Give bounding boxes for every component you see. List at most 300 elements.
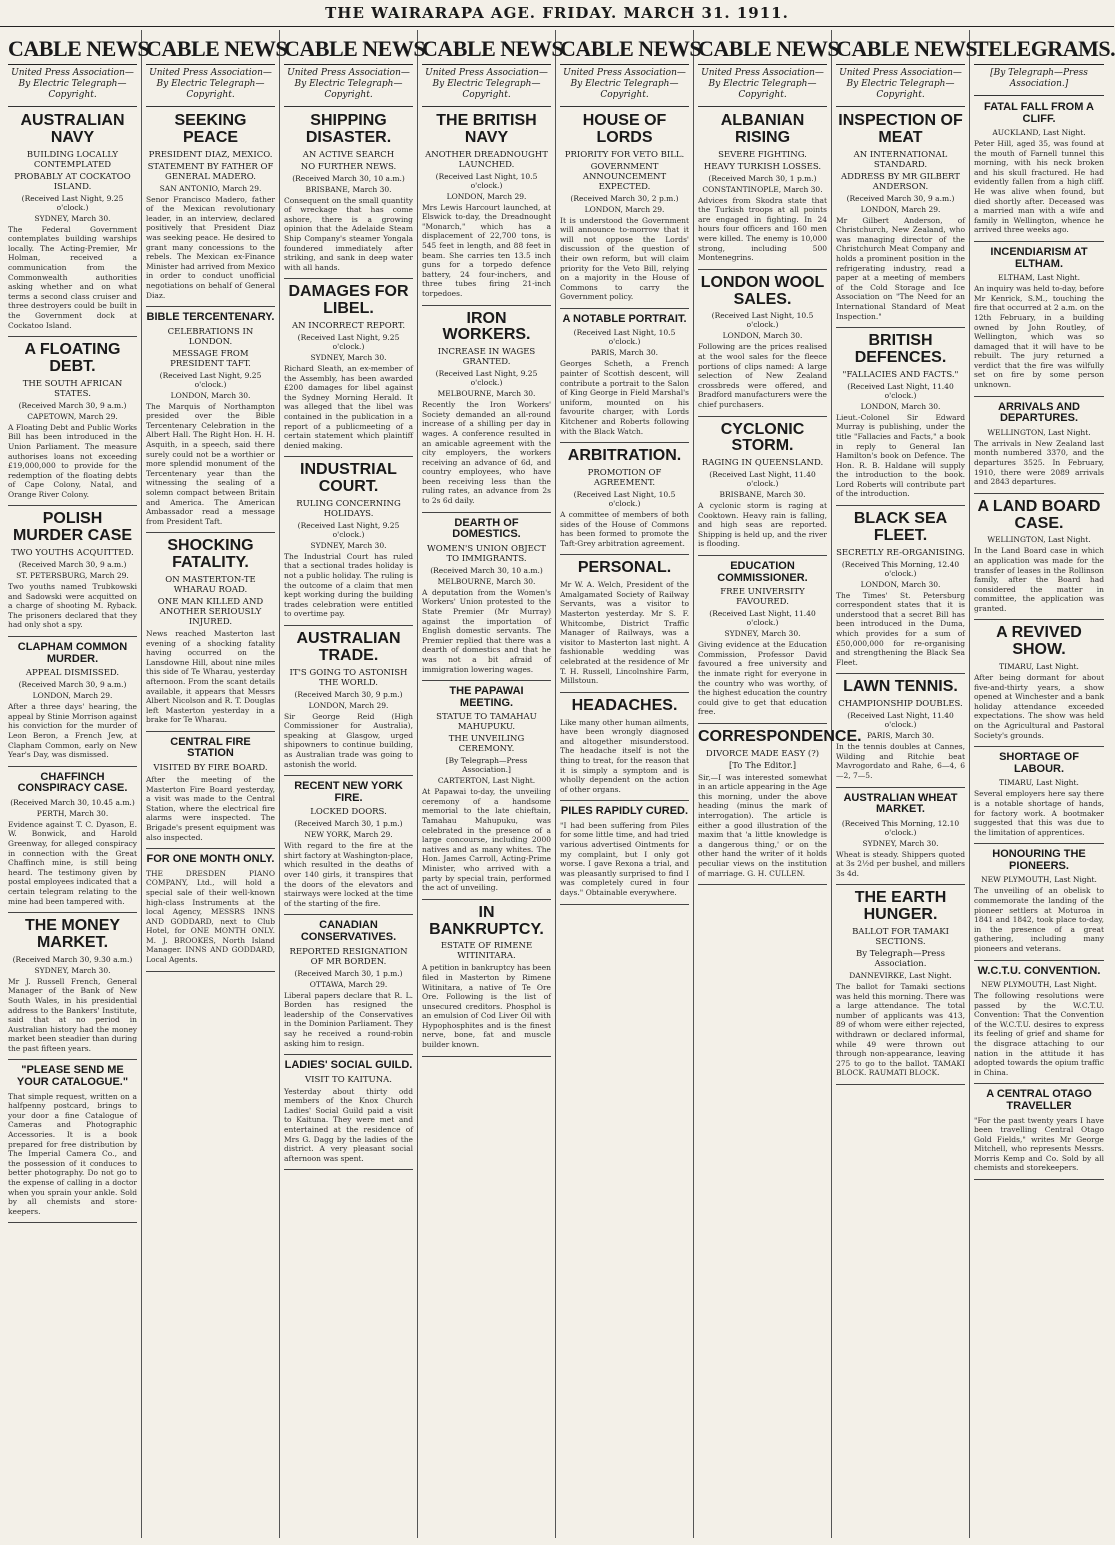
article-body: Yesterday about thirty odd members of the Knox Church Ladies' Social Guild paid a visit to Kaituna. They were met and entertained at the residence of Mrs G. Dagg by the ladies of the district. A very pleasant social afternoon was spent. — [284, 1086, 413, 1163]
article-dateline: BRISBANE, March 30. — [305, 184, 392, 194]
article-headline: AUSTRALIAN WHEAT MARKET. — [843, 791, 958, 816]
article-headline: POLISH MURDER CASE — [12, 510, 133, 545]
article-headline: W.C.T.U. CONVENTION. — [977, 964, 1101, 977]
article — [698, 422, 827, 550]
article — [284, 631, 413, 769]
article-dateline: MELBOURNE, March 30. — [437, 389, 536, 399]
article-subheading: ANOTHER DREADNOUGHT LAUNCHED. — [425, 149, 548, 170]
story-divider — [422, 899, 551, 900]
article-dateline: PARIS, March 30. — [866, 731, 935, 741]
article-subheading: PROBABLY AT COCKATOO ISLAND. — [14, 171, 131, 192]
article — [146, 538, 275, 725]
article — [8, 342, 137, 499]
received-note: (Received Last Night, 9.25 o'clock.) — [21, 193, 124, 212]
article-body: Following are the prices realised at the wool sales for the fleece portions of clips named: A large selection of New Zealand crossbreds were offered, and Bradford manufacturers were the chief purchasers. — [698, 342, 827, 409]
article-body: THE DRESDEN PIANO COMPANY, Ltd., will hold a special sale of their well-known high-class Instruments at the local Agency, MESSRS INNS AND GODDARD, next to Club Hotel, for ONE MONTH ONLY. M. J. BROOKES, North Island Manager. INNS AND GODDARD, Local Agents. — [146, 868, 275, 965]
article-subheading: DIVORCE MADE EASY (?) — [705, 748, 820, 759]
article-headline: AUSTRALIAN NAVY — [20, 112, 125, 146]
article-body: Liberal papers declare that R. L. Borden has resigned the leadership of the Conservatives in the Dominion Parliament. They say he received a round-robin asking him to resign. — [284, 990, 413, 1048]
article-subheading: RAGING IN QUEENSLAND. — [701, 458, 824, 469]
article-dateline: NEW PLYMOUTH, Last Night. — [981, 875, 1097, 885]
story-divider — [146, 532, 275, 533]
article-dateline: CAPETOWN, March 29. — [27, 411, 118, 421]
article-subheading: VISIT TO KAITUNA. — [304, 1074, 392, 1085]
article-body: The following resolutions were passed by the W.C.T.U. Convention: That the Convention of the W.C.T.U. desires to express its feeling of grief and shame for the disgrace attaching to our nation in the attitude it has adopted towards the opium traffic in China. — [974, 991, 1104, 1077]
article-body: Georges Scheth, a French painter of Scottish descent, will contribute a portrait to the Salon of King George in Field Marshal's uniform, mounted on his favourite charger, with Lords Kitchener and Roberts following with the Black Watch. — [560, 359, 689, 436]
story-divider — [8, 336, 137, 337]
article-subheading: REPORTED RESIGNATION OF MR BORDEN. — [289, 946, 408, 967]
article-headline: THE EARTH HUNGER. — [854, 889, 947, 924]
article-dateline: LONDON, March 30. — [860, 401, 941, 411]
story-divider — [560, 554, 689, 555]
article-subheading: AN INCORRECT REPORT. — [291, 320, 406, 331]
article-dateline: DANNEVIRKE, Last Night. — [849, 971, 952, 981]
article-subheading: PROMOTION OF AGREEMENT. — [587, 468, 662, 489]
story-divider — [422, 512, 551, 513]
column-byline: United Press Association—By Electric Telegraph—Copyright. — [284, 65, 413, 107]
article — [560, 314, 689, 436]
article-dateline: LONDON, March 29. — [584, 204, 665, 214]
article-dateline: CONSTANTINOPLE, March 30. — [702, 184, 823, 194]
article-body: Mr Gilbert Anderson, of Christchurch, New Zealand, who was managing director of the Christchurch Meat Company and holds a prominent position in the refrigerating industry, read a paper at a meeting of members of the Cold Storage and Ice Association on "The Need for an International Standard of Meat Inspection." — [836, 215, 965, 321]
article-body: Recently the Iron Workers' Society demanded an all-round increase of a shilling per day in wages. A conference resulted in an amicable agreement with the city employers, the workers receiving an advance of 6d, and country employees, who have been receiving less than the ruling rates, an advance from 2s to 2s 6d daily. — [422, 400, 551, 506]
news-column — [142, 30, 288, 1538]
article-dateline: LONDON, March 30. — [170, 390, 251, 400]
article-headline: A NOTABLE PORTRAIT. — [562, 312, 687, 325]
article-headline: ARBITRATION. — [567, 447, 682, 465]
column-heading: CABLE NEWS — [284, 30, 413, 65]
article — [974, 849, 1104, 953]
article — [146, 737, 275, 842]
article-headline: "PLEASE SEND ME YOUR CATALOGUE." — [16, 1064, 129, 1089]
story-divider — [422, 680, 551, 681]
article-headline: ARRIVALS AND DEPARTURES. — [998, 400, 1080, 425]
story-divider — [698, 269, 827, 270]
story-divider — [560, 692, 689, 693]
article-headline: CYCLONIC STORM. — [720, 420, 805, 455]
article-subheading: WOMEN'S UNION OBJECT TO IMMIGRANTS. — [427, 543, 546, 564]
story-divider — [836, 884, 965, 885]
received-note: (Received March 30, 1 p.m.) — [294, 968, 403, 978]
story-divider — [698, 884, 827, 885]
article-body: The Federal Government contemplates building warships locally. The Acting-Premier, Mr Holman, received a communication from the Commonwealth authorities asking whether and on what terms a second class cruiser and three destroyers could be built in the Government dock at Cockatoo Island. — [8, 224, 137, 330]
story-divider — [698, 555, 827, 556]
story-divider — [974, 619, 1104, 620]
article-subheading: AN INTERNATIONAL STANDARD. — [853, 149, 948, 170]
article — [974, 1089, 1104, 1173]
article — [836, 113, 965, 321]
article — [698, 113, 827, 263]
article — [146, 854, 275, 964]
article-subheading: By Telegraph—Press Association. — [855, 949, 946, 970]
article — [422, 113, 551, 299]
article-headline: LAWN TENNIS. — [843, 678, 958, 696]
article-headline: CLAPHAM COMMON MURDER. — [17, 641, 128, 665]
story-divider — [284, 278, 413, 279]
article-headline: A FLOATING DEBT. — [24, 341, 121, 375]
article-subheading: THE SOUTH AFRICAN STATES. — [22, 378, 123, 399]
article — [422, 311, 551, 506]
article-headline: A REVIVED SHOW. — [996, 624, 1082, 659]
article-dateline: LONDON, March 30. — [860, 579, 941, 589]
article-body: Giving evidence at the Education Commission, Professor David favoured a free university and the inmate right for everyone in the country who was worthy, of the highest education the country could give to get that education free. — [698, 640, 827, 717]
article-dateline: AUCKLAND, Last Night. — [992, 128, 1086, 138]
column-byline: United Press Association—By Electric Telegraph—Copyright. — [698, 65, 827, 107]
article-body: "For the past twenty years I have been travelling Central Otago Gold Fields," writes Mr George Mitchell, who represents Messrs. Morris Kemp and Co. Sold by all chemists and storekeepers. — [974, 1115, 1104, 1173]
received-note: (Received March 30, 10 a.m.) — [292, 173, 405, 183]
article-dateline: MELBOURNE, March 30. — [437, 576, 536, 586]
article-headline: A CENTRAL OTAGO TRAVELLER — [986, 1088, 1092, 1112]
received-note: (Received March 30, 10 a.m.) — [430, 565, 543, 575]
received-note: (Received Last Night, 10.5 o'clock.) — [573, 490, 676, 509]
article-body: Two youths named Trubkowski and Sadowski were acquitted on a charge of shooting M. Ryback. The prisoners declared that they had only shot a spy. — [8, 582, 137, 630]
article — [560, 448, 689, 548]
article — [8, 511, 137, 630]
article-dateline: PARIS, March 30. — [590, 348, 659, 358]
article-headline: THE BRITISH NAVY — [436, 112, 537, 146]
received-note: (Received March 30, 1 p.m.) — [294, 819, 403, 829]
story-divider — [836, 505, 965, 506]
column-heading: CABLE NEWS — [698, 30, 827, 65]
article-subheading: [To The Editor.] — [728, 760, 797, 771]
story-divider — [698, 723, 827, 724]
received-note: (Received March 30, 9 a.m.) — [18, 560, 127, 570]
story-divider — [974, 1083, 1104, 1084]
article-body: Evidence against T. C. Dyason, E. W. Bonwick, and Harold Greenway, for alleged conspiracy in connection with the Great Chaffinch mine, is still being heard. The testimony given by postal employees indicated that a certain telegram relating to the mine had been tampered with. — [8, 819, 137, 906]
story-divider — [8, 1059, 137, 1060]
received-note: (Received March 30, 9 a.m.) — [18, 680, 127, 690]
article-headline: HEADACHES. — [571, 696, 678, 714]
masthead: THE WAIRARAPA AGE. FRIDAY. MARCH 31. 1911. — [0, 4, 1114, 27]
article-dateline: ELTHAM, Last Night. — [998, 273, 1080, 283]
article-headline: BIBLE TERCENTENARY. — [146, 311, 275, 324]
column-heading: CABLE NEWS — [8, 30, 137, 65]
article — [8, 918, 137, 1053]
article-dateline: SYDNEY, March 30. — [724, 629, 801, 639]
column-byline: United Press Association—By Electric Telegraph—Copyright. — [422, 65, 551, 107]
article-body: Consequent on the small quantity of wreckage that has come ashore, there is a growing opinion that the Adelaide Steam Ship Company's steamer Yongala foundered immediately after striking, and sank in deep water with all hands. — [284, 195, 413, 272]
article-dateline: SYDNEY, March 30. — [862, 838, 939, 848]
received-note: (Received March 30, 9.30 a.m.) — [12, 954, 133, 964]
article — [974, 752, 1104, 837]
story-divider — [8, 505, 137, 506]
news-column — [832, 30, 978, 1538]
article-headline: SHIPPING DISASTER. — [305, 112, 392, 146]
article — [836, 679, 965, 780]
article — [284, 113, 413, 272]
article — [560, 560, 689, 685]
article-body: At Papawai to-day, the unveiling ceremony of a handsome memorial to the late chieftain, Tamahau Mahupuku, was celebrated in the presence of a large concourse, including 2000 natives and as many whites. The Hon. James Carroll, Acting-Prime Minister, who arrived with a party by special train, performed the act of unveiling. — [422, 787, 551, 893]
article-headline: DAMAGES FOR LIBEL. — [288, 283, 409, 318]
article-body: Advices from Skodra state that the Turkish troops at all points are engaged in fighting. In 24 hours four officers and 160 men were killed. The enemy is 10,000 strong, including 500 Montenegrins. — [698, 195, 827, 263]
article-subheading: AN ACTIVE SEARCH — [302, 149, 395, 160]
article — [974, 966, 1104, 1078]
article — [8, 642, 137, 760]
article — [284, 920, 413, 1048]
story-divider — [284, 456, 413, 457]
article — [284, 781, 413, 908]
article-subheading: HEAVY TURKISH LOSSES. — [703, 161, 822, 172]
article-body: "I had been suffering from Piles for some little time, and had tried various advertised Ointments for my complaint, but I only got worse. I gave Rexona a trial, and was pleasantly surprised to find I was completely cured in four days." Obtainable everywhere. — [560, 820, 689, 897]
received-note: (Received Last Night, 11.40 o'clock.) — [847, 381, 954, 400]
article-body: After the meeting of the Masterton Fire Board yesterday, a visit was made to the Central Station, where the electrical fire alarms were inspected. The Brigade's present equipment was also inspected. — [146, 775, 275, 842]
article — [284, 284, 413, 450]
article-dateline: WELLINGTON, Last Night. — [987, 535, 1091, 545]
article-subheading: INCREASE IN WAGES GRANTED. — [437, 347, 536, 368]
article-subheading: FREE UNIVERSITY FAVOURED. — [720, 587, 805, 608]
article-subheading: "FALLACIES AND FACTS." — [842, 369, 959, 380]
story-divider — [8, 1222, 137, 1223]
news-column — [418, 30, 564, 1538]
story-divider — [284, 914, 413, 915]
article-headline: BLACK SEA FLEET. — [853, 510, 948, 544]
article-body: After being dormant for about five-and-thirty years, a show opened at Winchester and a bank holiday attendance exceeded expectations. The show was held on the Agricultural and Pastoral Society's grounds. — [974, 673, 1104, 740]
article-dateline: LONDON, March 29. — [308, 700, 389, 710]
article-body: With regard to the fire at the shirt factory at Washington-place, which resulted in the deaths of over 140 girls, it transpires that the doors of the elevators and stairways were locked at the time of the starting of the fire. — [284, 841, 413, 908]
article-headline: IRON WORKERS. — [442, 309, 531, 344]
received-note: (Received Last Night, 9.25 o'clock.) — [297, 520, 400, 539]
article — [698, 727, 862, 878]
article-body: A deputation from the Women's Workers' Union protested to the State Premier (Mr Murray) against the importation of English domestic servants. The Premier replied that there was a dearth of domestics and that he was not a bit afraid of immigration lowering wages. — [422, 587, 551, 674]
article-dateline: CARTERTON, Last Night. — [437, 776, 536, 786]
story-divider — [146, 848, 275, 849]
article-dateline: SYDNEY, March 30. — [34, 965, 111, 975]
story-divider — [422, 1056, 551, 1057]
article-body: The ballot for Tamaki sections was held this morning. There was a large attendance. The total number of applicants was 413, 89 of whom were either rejected, withdrawn or declared informal, while 49 were thrown out through non-appearance, leaving 275 to go to the ballot. TAMAKI BLOCK. RAUMATI BLOCK. — [836, 982, 965, 1078]
received-note: (Received Last Night, 9.25 o'clock.) — [435, 369, 538, 388]
received-note: [By Telegraph—Press Association.] — [445, 756, 528, 775]
column-heading: TELEGRAMS. — [974, 30, 1104, 65]
story-divider — [422, 305, 551, 306]
article-body: Wheat is steady. Shippers quoted at 3s 2½d per bushel, and millers 3s 4d. — [836, 849, 965, 878]
article-headline: HOUSE OF LORDS — [582, 112, 667, 146]
article-body: A Floating Debt and Public Works Bill has been introduced in the Union Parliament. The measure authorises loans not exceeding £19,000,000 to provide for the redemption of the floating debts of Cape Colony, Natal, and Orange River Colony. — [8, 422, 137, 499]
article-headline: AUSTRALIAN TRADE. — [296, 630, 401, 664]
article-headline: SEEKING PEACE — [174, 112, 247, 146]
received-note: (Received Last Night, 10.5 o'clock.) — [435, 171, 538, 190]
article-subheading: BALLOT FOR TAMAKI SECTIONS. — [852, 927, 949, 948]
article-body: That simple request, written on a halfpenny postcard, brings to your door a fine Catalogue of Cameras and Photographic Accessories. It is a book prepared for free distribution by The Imperial Camera Co., and the possession of it conduces to better photography. Do not go to the expense of calling in a doctor when you sprain your ankle. Sold by all chemists and store-keepers. — [8, 1091, 137, 1216]
article-body: The Times' St. Petersburg correspondent states that it is understood that a secret Bill has been introduced in the Duma, which provides for a sum of £50,000,000 for re-organising and strengthening the Black Sea Fleet. — [836, 590, 965, 667]
article-headline: A LAND BOARD CASE. — [977, 497, 1101, 532]
article-dateline: WELLINGTON, Last Night. — [987, 427, 1091, 437]
article-subheading: ONE MAN KILLED AND ANOTHER SERIOUSLY INJURED. — [157, 596, 264, 627]
article-subheading: MESSAGE FROM PRESIDENT TAFT. — [170, 348, 251, 369]
article-dateline: ST. PETERSBURG, March 29. — [16, 571, 129, 581]
column-heading: CABLE NEWS — [422, 30, 551, 65]
article-subheading: STATUE TO TAMAHAU MAHUPUKU. — [436, 712, 537, 733]
received-note: (Received March 30, 1 p.m.) — [708, 173, 817, 183]
news-column — [556, 30, 702, 1538]
article-dateline: TIMARU, Last Night. — [999, 778, 1079, 788]
article — [560, 113, 689, 302]
article-body: The Industrial Court has ruled that a sectional trades holiday is not a public holiday. The ruling is the outcome of a claim that men kept working during the building trades celebration were entitled to overtime pay. — [284, 551, 413, 619]
article-subheading: ON MASTERTON-TE WHARAU ROAD. — [165, 574, 256, 595]
article — [8, 1065, 137, 1216]
article — [698, 561, 827, 717]
article — [284, 462, 413, 619]
article — [974, 102, 1104, 235]
article-headline: HONOURING THE PIONEERS. — [992, 848, 1086, 872]
received-note: (Received Last Night, 9.25 o'clock.) — [159, 370, 262, 389]
article-body: After a three days' hearing, the appeal by Stinie Morrison against his conviction for the murder of Leon Beron, a French Jew, at Clapham Common, early on New Year's Day, was dismissed. — [8, 702, 137, 760]
story-divider — [284, 775, 413, 776]
news-column — [970, 30, 1115, 1538]
received-note: (Received This Morning, 12.10 o'clock.) — [841, 818, 960, 837]
article-subheading: ADDRESS BY MR GILBERT ANDERSON. — [841, 171, 960, 192]
received-note: (Received March 30, 9 p.m.) — [294, 689, 403, 699]
article-subheading: ESTATE OF RIMENE WITINITARA. — [440, 941, 533, 962]
article-body: A committee of members of both sides of the House of Commons has been formed to promote the Taft-Grey arbitration agreement. — [560, 510, 689, 548]
story-divider — [146, 306, 275, 307]
article — [146, 113, 275, 300]
received-note: (Received Last Night, 10.5 o'clock.) — [711, 311, 814, 330]
story-divider — [560, 442, 689, 443]
article-headline: EDUCATION COMMISSIONER. — [717, 560, 808, 584]
article-body: Several employers here say there is a notable shortage of hands, for factory work. A bootmaker suggested that this was due to the limitation of apprentices. — [974, 789, 1104, 837]
article-subheading: CELEBRATIONS IN LONDON. — [167, 326, 254, 347]
received-note: (Received Last Night, 9.25 o'clock.) — [297, 332, 400, 351]
article-body: A petition in bankruptcy has been filed in Masterton by Rimene Witinitara, a native of Te Ore Ore. Following is the list of unsecured creditors. Phosphol is an emulsion of Cod Liver Oil with Hypophosphites and is the finest nerve, bone, fat and muscle builder known. — [422, 963, 551, 1050]
article-body: Mr W. A. Welch, President of the Amalgamated Society of Railway Servants, was a visitor to Masterton yesterday. Mr S. F. Whitcombe, District Traffic Manager of Railways, was a visitor to Masterton last night. A fashionable wedding was celebrated at the residence of Mr T. H. Russell, Lincolnshire Farm, Millstoun. — [560, 580, 689, 686]
article-body: An inquiry was held to-day, before Mr Kenrick, S.M., touching the fire that occurred at 2 a.m. on the 12th February, in a building owned by John Routley, of Wellington, which was so damaged that it will have to be rebuilt. The jury returned a verdict that the fire was wilfully set on fire by some person unknown. — [974, 284, 1104, 390]
article-headline: SHOCKING FATALITY. — [167, 537, 254, 572]
column-heading: CABLE NEWS — [146, 30, 275, 65]
article — [698, 275, 827, 410]
received-note: (Received March 30, 2 p.m.) — [570, 193, 679, 203]
article — [836, 333, 965, 499]
article-subheading: THE UNVEILING CEREMONY. — [448, 734, 525, 755]
article-subheading: SEVERE FIGHTING. — [718, 149, 807, 160]
article-body: News reached Masterton last evening of a shocking fatality having occurred on the Lansdowne Hill, about nine miles this side of Te Wharau, yesterday afternoon. From the scant details available, it appears that Messrs Albert Nicolson and R. T. Douglas left Masterton yesterday in a brake for Te Wharau. — [146, 628, 275, 725]
article-body: The unveiling of an obelisk to commemorate the landing of the pioneer settlers at Moturoa in 1841 and 1842, took place to-day, in the presence of a great gathering, including many pioneers and veterans. — [974, 886, 1104, 953]
article — [836, 793, 965, 879]
article-headline: CANADIAN CONSERVATIVES. — [300, 919, 397, 943]
column-heading: CABLE NEWS — [836, 30, 965, 65]
article-subheading: APPEAL DISMISSED. — [25, 668, 120, 679]
article — [974, 402, 1104, 487]
article-headline: INSPECTION OF MEAT — [838, 112, 963, 146]
article-headline: CENTRAL FIRE STATION — [170, 735, 251, 760]
article-dateline: NEW YORK, March 29. — [304, 830, 393, 840]
article-subheading: BUILDING LOCALLY CONTEMPLATED — [26, 149, 119, 170]
story-divider — [560, 800, 689, 801]
article-headline: FOR ONE MONTH ONLY. — [146, 853, 275, 866]
article-headline: SHORTAGE OF LABOUR. — [999, 751, 1079, 775]
column-byline: United Press Association—By Electric Telegraph—Copyright. — [8, 65, 137, 107]
column-byline: [By Telegraph—Press Association.] — [974, 65, 1104, 96]
article — [560, 698, 689, 795]
story-divider — [698, 416, 827, 417]
newspaper-columns — [4, 30, 1115, 1538]
story-divider — [560, 308, 689, 309]
received-note: (Received Last Night, 11.40 o'clock.) — [847, 711, 954, 730]
received-note: (Received Last Night, 10.5 o'clock.) — [573, 328, 676, 347]
article-subheading: SECRETLY RE-ORGANISING. — [836, 547, 965, 558]
article — [974, 247, 1104, 390]
article-headline: THE MONEY MARKET. — [24, 917, 121, 951]
story-divider — [146, 731, 275, 732]
column-heading: CABLE NEWS — [560, 30, 689, 65]
article-subheading: STATEMENT BY FATHER OF GENERAL MADERO. — [147, 161, 274, 182]
article-subheading: GOVERNMENT ANNOUNCEMENT EXPECTED. — [582, 161, 667, 192]
article-dateline: LONDON, March 29. — [860, 204, 941, 214]
article-body: Sir,—I was interested somewhat in an article appearing in the Age this morning, under the above heading (minus the mark of interrogation). The article is either a good illustration of the maxim that 'a little knowledge is a dangerous thing,' or on the other hand the writer of it holds peculiar views on the institution of marriage. G. H. CULLEN. — [698, 772, 827, 878]
article-dateline: SYDNEY, March 30. — [310, 352, 387, 362]
article — [422, 518, 551, 674]
article-headline: LADIES' SOCIAL GUILD. — [284, 1059, 413, 1072]
article-dateline: SAN ANTONIO, March 29. — [159, 183, 262, 193]
article-headline: CHAFFINCH CONSPIRACY CASE. — [17, 770, 128, 795]
article — [146, 312, 275, 526]
story-divider — [836, 327, 965, 328]
article-body: Like many other human ailments, have been wrongly diagnosed and altogether misunderstood. The headache itself is not the thing to treat, for the reason that it is simply a symptom and is wholly dependent on the action of other organs. — [560, 717, 689, 794]
story-divider — [974, 493, 1104, 494]
story-divider — [974, 843, 1104, 844]
article-subheading: RULING CONCERNING HOLIDAYS. — [296, 498, 401, 519]
article — [836, 890, 965, 1078]
column-byline: United Press Association—By Electric Telegraph—Copyright. — [836, 65, 965, 107]
article-subheading: PRIORITY FOR VETO BILL. — [564, 149, 685, 160]
story-divider — [560, 904, 689, 905]
article-dateline: NEW PLYMOUTH, Last Night. — [981, 980, 1097, 990]
story-divider — [974, 960, 1104, 961]
article-headline: BRITISH DEFENCES. — [854, 332, 947, 366]
article-headline: RECENT NEW YORK FIRE. — [294, 780, 403, 804]
article-dateline: LONDON, March 29. — [32, 691, 113, 701]
article-body: Lieut.-Colonel Sir Edward Murray is publishing, under the title "Fallacies and Facts," a book in reply to General Ian Hamilton's book on Defence. The Hon. R. B. Haldane will supply the introduction to the book. Lord Roberts will contribute part of the introduction. — [836, 412, 965, 499]
story-divider — [974, 746, 1104, 747]
article-headline: LONDON WOOL SALES. — [700, 273, 825, 308]
article-dateline: BRISBANE, March 30. — [719, 490, 806, 500]
story-divider — [8, 766, 137, 767]
article-subheading: NO FURTHER NEWS. — [300, 161, 397, 172]
article-body: Richard Sleath, an ex-member of the Assembly, has been awarded £200 damages for libel against the Sydney Morning Herald. It was alleged that the libel was contained in the publication in a report of a publicmeeting of a certain statement which plaintiff denied making. — [284, 363, 413, 450]
article-subheading: PRESIDENT DIAZ, MEXICO. — [148, 149, 273, 160]
received-note: (Received March 30, 9 a.m.) — [846, 193, 955, 203]
article-subheading: CHAMPIONSHIP DOUBLES. — [838, 699, 963, 710]
article-body: In the Land Board case in which an application was made for the transfer of leases in the Rollinson family, after the Board had considered the matter in committee, the application was granted. — [974, 546, 1104, 613]
received-note: (Received Last Night, 11.40 o'clock.) — [709, 470, 816, 489]
article — [422, 686, 551, 893]
article-headline: CORRESPONDENCE. — [698, 727, 862, 745]
article-body: A cyclonic storm is raging at Cooktown. Heavy rain is falling, and high seas are reported. Shipping is held up, and the river is flooding. — [698, 501, 827, 549]
story-divider — [974, 241, 1104, 242]
received-note: (Received Last Night, 11.40 o'clock.) — [709, 609, 816, 628]
story-divider — [974, 396, 1104, 397]
news-column — [694, 30, 862, 1538]
column-byline: United Press Association—By Electric Telegraph—Copyright. — [146, 65, 275, 107]
article-body: Peter Hill, aged 35, was found at the mouth of Farnell tunnel this morning, with his neck broken and his skull fractured. He had evidently fallen from a high cliff. He was alive when found, but died shortly after. Deceased was a married man with a wife and family in Wellington, whence he arrived three weeks ago. — [974, 139, 1104, 235]
received-note: (Received March 30, 9 a.m.) — [18, 400, 127, 410]
article-dateline: LONDON, March 29. — [446, 191, 527, 201]
article-headline: FATAL FALL FROM A CLIFF. — [984, 101, 1094, 125]
article — [422, 905, 551, 1050]
article-headline: PILES RAPIDLY CURED. — [560, 805, 689, 818]
article-subheading: LOCKED DOORS. — [310, 807, 387, 818]
article — [974, 625, 1104, 740]
article-dateline: LONDON, March 30. — [722, 331, 803, 341]
article — [836, 511, 965, 667]
article-body: Senor Francisco Madero, father of the Mexican revolutionary leader, in an interview, declared positively that President Diaz was seeking peace. He desired to grant many concessions to the rebels. The Mexican ex-Finance Minister had arrived from Mexico in order to conduct unofficial negotiations on behalf of General Diaz. — [146, 194, 275, 300]
story-divider — [836, 787, 965, 788]
article-headline: INCENDIARISM AT ELTHAM. — [990, 246, 1088, 270]
article-dateline: PERTH, March 30. — [36, 808, 109, 818]
article-dateline: TIMARU, Last Night. — [999, 662, 1079, 672]
article-headline: DEARTH OF DOMESTICS. — [452, 516, 521, 541]
received-note: (Received This Morning, 12.40 o'clock.) — [841, 559, 960, 578]
article-body: It is understood the Government will announce to-morrow that it will not oppose the Lords' discussion of the question of their own reform, but will claim priority for the Veto Bill, relying on a majority in the House of Commons to carry the Government policy. — [560, 215, 689, 302]
